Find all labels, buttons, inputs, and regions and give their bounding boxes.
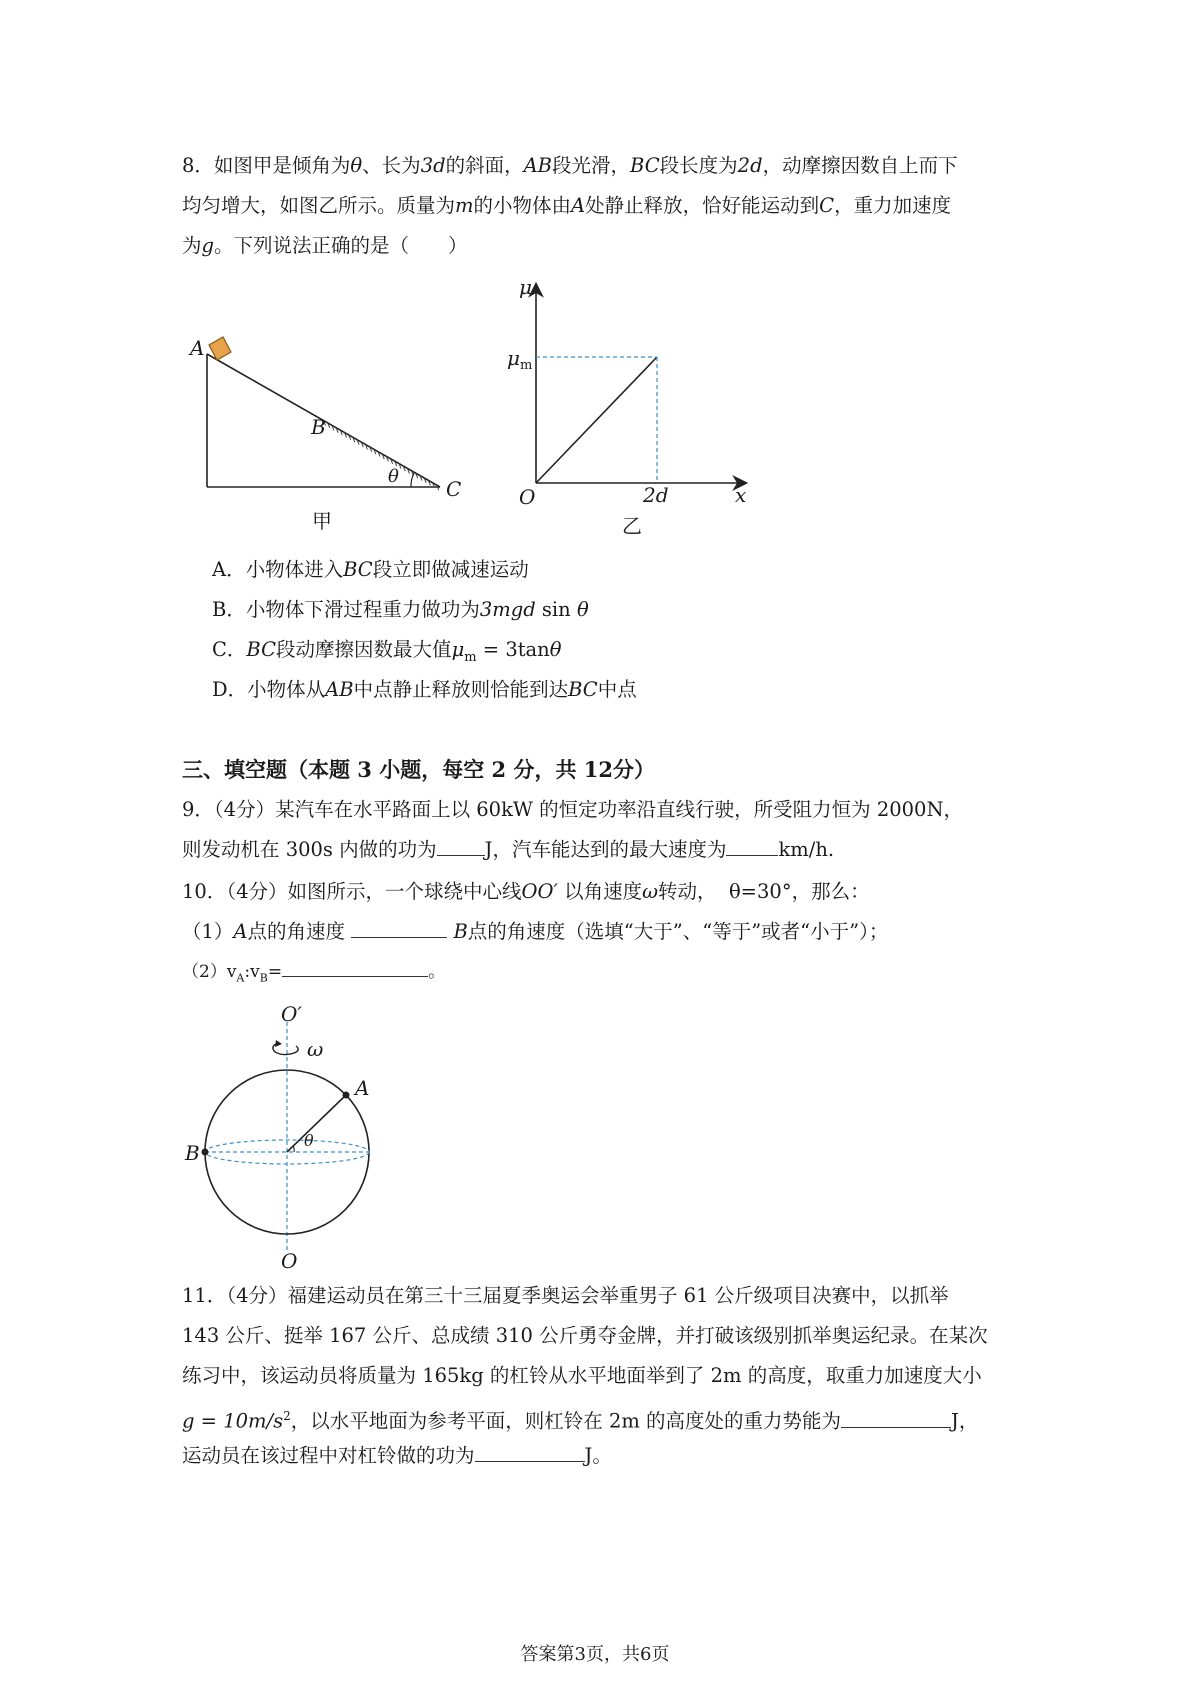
q9-line-2: 则发动机在 300s 内做的功为 J，汽车能达到的最大速度为 km/h. <box>182 838 835 861</box>
incline-label-c: C <box>446 477 462 501</box>
figure-mu-graph <box>505 275 765 540</box>
q9-blank-work[interactable] <box>437 837 485 856</box>
q8-option-c: C．BC段动摩擦因数最大值$\mu_m = 3\tan\theta$ <box>212 638 562 665</box>
graph-origin-label: O <box>519 485 536 509</box>
q11-blank-work[interactable] <box>475 1443 585 1462</box>
q8-option-d: D．小物体从AB中点静止释放则恰能到达BC中点 <box>212 678 637 701</box>
incline-caption: 甲 <box>312 509 332 533</box>
q11-line-4: $g = 10m/s^2$，以水平地面为参考平面，则杠铃在 2m 的高度处的重力势能为 J， <box>182 1409 979 1433</box>
sphere-label-o: O <box>281 1249 298 1273</box>
q11-line-5: 运动员在该过程中对杠铃做的功为 J。 <box>182 1444 612 1467</box>
incline-label-b: B <box>311 415 326 439</box>
graph-caption: 乙 <box>622 514 642 538</box>
q11-line-2: 143 公斤、挺举 167 公斤、总成绩 310 公斤勇夺金牌，并打破该级别抓举奥运纪录。在某次 <box>182 1324 988 1347</box>
q8-line-1: 8．如图甲是倾角为θ、长为3d的斜面，AB段光滑，BC段长度为2d，动摩擦因数自上而下 <box>182 154 958 177</box>
sphere-label-a: A <box>355 1076 370 1100</box>
q10-blank-compare[interactable] <box>351 919 447 938</box>
graph-2d-label: 2d <box>643 483 669 507</box>
q9-line-1: 9．（4分）某汽车在水平路面上以 60kW 的恒定功率沿直线行驶，所受阻力恒为 2000N， <box>182 798 964 821</box>
q8-option-b: B．小物体下滑过程重力做功为3mgd sin θ <box>212 598 589 621</box>
q10-line-3: $(2)v_A:v_B=$ 。 <box>182 958 445 992</box>
graph-mu-m-label: $\mu_m$ <box>507 346 533 373</box>
sphere-label-theta: θ <box>304 1131 314 1150</box>
figure-incline <box>185 325 465 535</box>
q9-blank-speed[interactable] <box>726 837 778 856</box>
incline-label-theta: θ <box>388 466 399 487</box>
q10-line-2: （1）A点的角速度 B点的角速度（选填“大于”、“等于”或者“小于”）； <box>182 920 889 943</box>
graph-x-axis-label: x <box>735 483 747 507</box>
sphere-label-b: B <box>185 1141 200 1165</box>
q8-line-2: 均匀增大，如图乙所示。质量为m的小物体由A处静止释放，恰好能运动到C，重力加速度 <box>182 194 952 217</box>
figure-rotating-sphere <box>180 1000 380 1280</box>
sphere-label-oprime: O′ <box>281 1002 302 1026</box>
page-footer: 答案第3页，共6页 <box>520 1644 670 1665</box>
q8-line-3: 为g。下列说法正确的是（ ） <box>182 234 468 257</box>
section-3-title: 三、填空题（本题 3 小题，每空 2 分，共 12分） <box>182 757 656 782</box>
sphere-label-omega: ω <box>307 1037 324 1061</box>
q8-option-a: A．小物体进入BC段立即做减速运动 <box>212 558 529 581</box>
q10-line-1: 10．（4分）如图所示，一个球绕中心线OO′ 以角速度ω转动， θ=30°，那么： <box>182 880 870 903</box>
q11-line-3: 练习中，该运动员将质量为 165kg 的杠铃从水平地面举到了 2m 的高度，取重力加速度大小 <box>182 1364 982 1387</box>
q10-blank-ratio[interactable] <box>282 958 428 977</box>
q11-blank-potential-energy[interactable] <box>841 1409 951 1428</box>
q11-line-1: 11．（4分）福建运动员在第三十三届夏季奥运会举重男子 61 公斤级项目决赛中，以抓举 <box>182 1284 949 1307</box>
graph-mu-axis-label: μ <box>519 275 532 299</box>
incline-label-a: A <box>190 336 205 360</box>
